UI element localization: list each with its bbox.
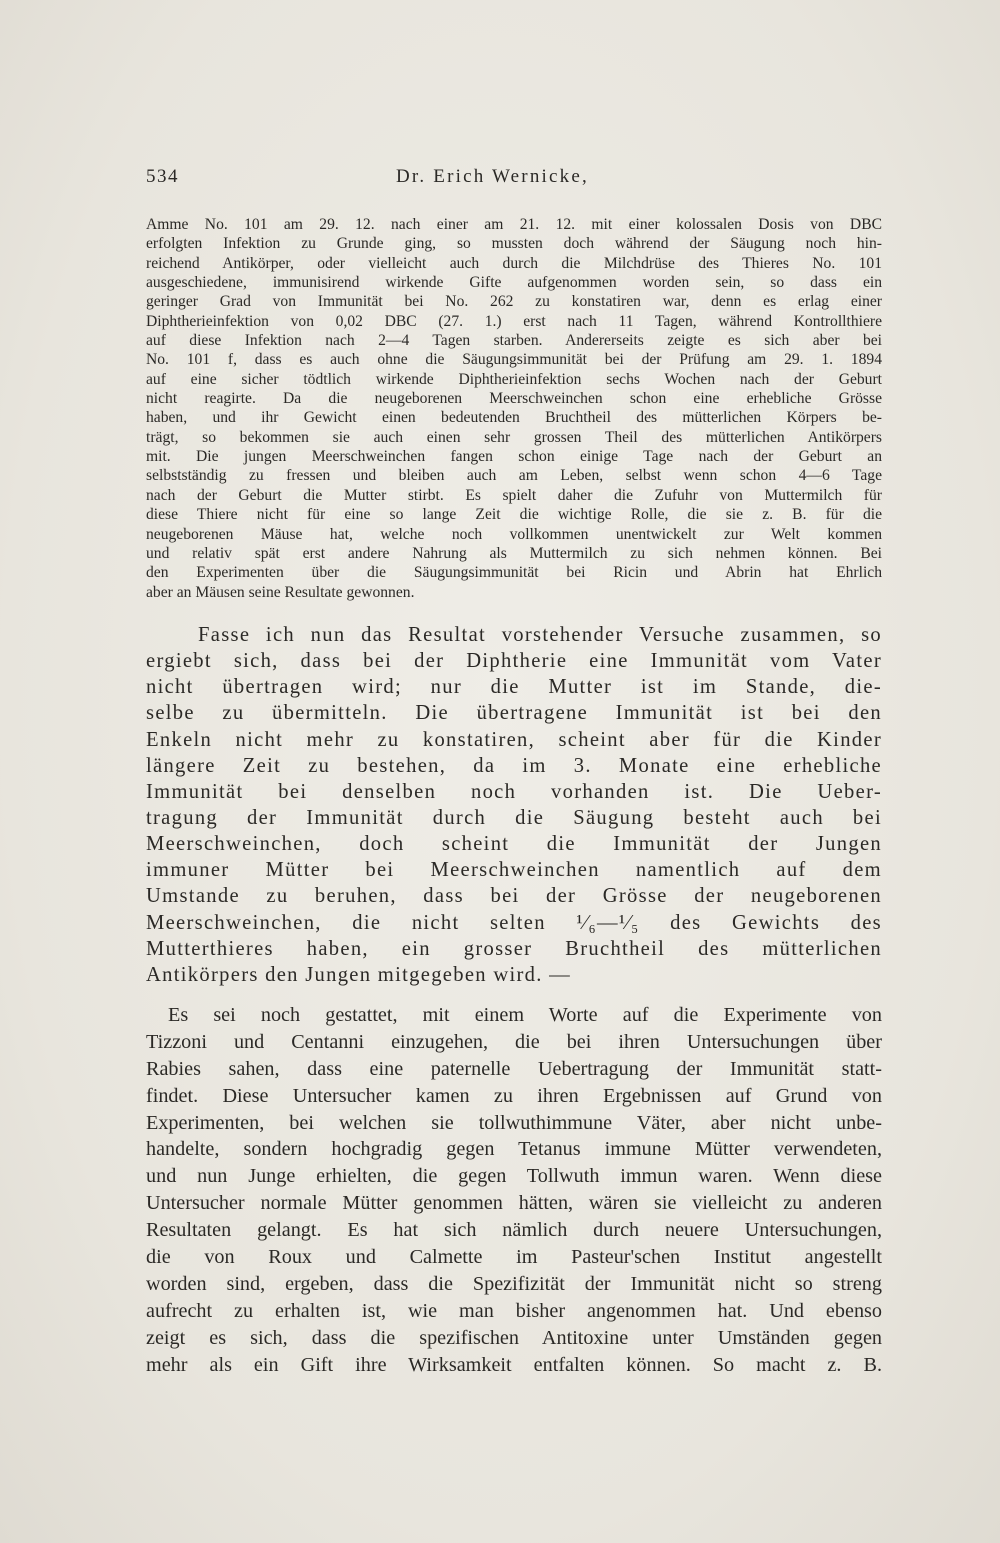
text-line: Meerschweinchen, doch scheint die Immunität der Jungen [146,833,882,856]
text-line: ergiebt sich, dass bei der Diphtherie eine Immunität vom Vater [146,650,882,673]
running-head: Dr. Erich Wernicke, [396,166,589,187]
text-line: geringer Grad von Immunität bei No. 262 zu konstatiren war, denn es erlag einer [146,293,882,311]
text-line: erfolgten Infektion zu Grunde ging, so mussten doch während der Säugung noch hin- [146,235,882,253]
page-header [146,166,882,196]
text-line: den Experimenten über die Säugungsimmunität bei Ricin und Abrin hat Ehrlich [146,564,882,582]
tizzoni-paragraph [146,1002,882,1378]
text-line: längere Zeit zu bestehen, da im 3. Monate eine erhebliche [146,754,882,777]
text-line: mehr als ein Gift ihre Wirksamkeit entfalten können. So macht z. B. [146,1353,882,1376]
text-line: nach der Geburt die Mutter stirbt. Es spielt daher die Zufuhr von Muttermilch für [146,486,882,504]
text-line: Rabies sahen, dass eine paternelle Uebertragung der Immunität statt- [146,1057,882,1080]
text-line: Immunität bei denselben noch vorhanden ist. Die Ueber- [146,780,882,803]
summary-paragraph [146,622,882,988]
text-line: selbstständig zu fressen und bleiben auch am Leben, selbst wenn schon 4—6 Tage [146,467,882,485]
text-line: mit. Die jungen Meerschweinchen fangen schon einige Tage nach der Geburt an [146,448,882,466]
text-line: Fasse ich nun das Resultat vorstehender Versuche zusammen, so [198,624,882,646]
text-line: trägt, so bekommen sie auch einen sehr grossen Theil des mütterlichen Antikörpers [146,428,882,446]
text-line: auf diese Infektion nach 2—4 Tagen starben. Andererseits zeigte es sich aber bei [146,332,882,350]
text-line: zeigt es sich, dass die spezifischen Antitoxine unter Umständen gegen [146,1326,882,1349]
page-number: 534 [146,166,179,187]
text-line: selbe zu übermitteln. Die übertragene Immunität ist bei den [146,702,882,725]
text-line: die von Roux und Calmette im Pasteur'schen Institut angestellt [146,1246,882,1269]
text-line: tragung der Immunität durch die Säugung besteht auch bei [146,806,882,829]
footnote-paragraph [146,215,882,602]
text-line: haben, und ihr Gewicht einen bedeutenden Bruchtheil des mütterlichen Körpers be- [146,409,882,427]
text-line: und nun Junge erhielten, die gegen Tollwuth immun waren. Wenn diese [146,1165,882,1188]
text-line: aufrecht zu erhalten ist, wie man bisher angenommen hat. Und ebenso [146,1299,882,1322]
text-line: neugeborenen Mäuse hat, welche noch vollkommen unentwickelt zur Welt kommen [146,525,882,543]
text-line: ausgeschiedene, immunisirend wirkende Gifte aufgenommen worden sein, so dass ein [146,274,882,292]
text-line: findet. Diese Untersucher kamen zu ihren Ergebnissen auf Grund von [146,1084,882,1107]
text-line: Experimenten, bei welchen sie tollwuthimmune Väter, aber nicht unbe- [146,1111,882,1134]
text-line: Untersucher normale Mütter genommen hätten, wären sie vielleicht zu anderen [146,1192,882,1215]
text-line: worden sind, ergeben, dass die Spezifizität der Immunität nicht so streng [146,1272,882,1295]
text-line: Meerschweinchen, die nicht selten ¹⁄₆—¹⁄₅ des Gewichts des [146,911,882,934]
text-line: No. 101 f, dass es auch ohne die Säugungsimmunität bei der Prüfung am 29. 1. 1894 [146,351,882,369]
text-line: Enkeln nicht mehr zu konstatiren, scheint aber für die Kinder [146,728,882,751]
text-line: nicht übertragen wird; nur die Mutter ist im Stande, die- [146,676,882,699]
text-line: handelte, sondern hochgradig gegen Tetanus immune Mütter verwendeten, [146,1138,882,1161]
text-line: aber an Mäusen seine Resultate gewonnen. [146,583,415,601]
text-line: Diphtherieinfektion von 0,02 DBC (27. 1.) erst nach 11 Tagen, während Kontrollthiere [146,312,882,330]
text-line: immuner Mütter bei Meerschweinchen namentlich auf dem [146,859,882,882]
text-line: nicht reagirte. Da die neugeborenen Meerschweinchen schon eine erhebliche Grösse [146,390,882,408]
text-line: und relativ spät erst andere Nahrung als Muttermilch zu sich nehmen können. Bei [146,544,882,562]
text-line: Resultaten gelangt. Es hat sich nämlich durch neuere Untersuchungen, [146,1219,882,1242]
text-line: Umstande zu beruhen, dass bei der Grösse der neugeborenen [146,885,882,908]
text-line: Antikörpers den Jungen mitgegeben wird. — [146,963,572,986]
text-line: Amme No. 101 am 29. 12. nach einer am 21. 12. mit einer kolossalen Dosis von DBC [146,216,882,233]
text-line: Es sei noch gestattet, mit einem Worte auf die Experimente von [168,1004,882,1026]
text-line: auf eine sicher tödtlich wirkende Diphtherieinfektion sechs Wochen nach der Geburt [146,370,882,388]
text-line: reichend Antikörper, oder vielleicht auch durch die Milchdrüse des Thieres No. 101 [146,254,882,272]
text-line: Tizzoni und Centanni einzugehen, die bei ihren Untersuchungen über [146,1030,882,1053]
text-line: Mutterthieres haben, ein grosser Bruchtheil des mütterlichen [146,937,882,960]
text-line: diese Thiere nicht für eine so lange Zeit die wichtige Rolle, die sie z. B. für die [146,506,882,524]
